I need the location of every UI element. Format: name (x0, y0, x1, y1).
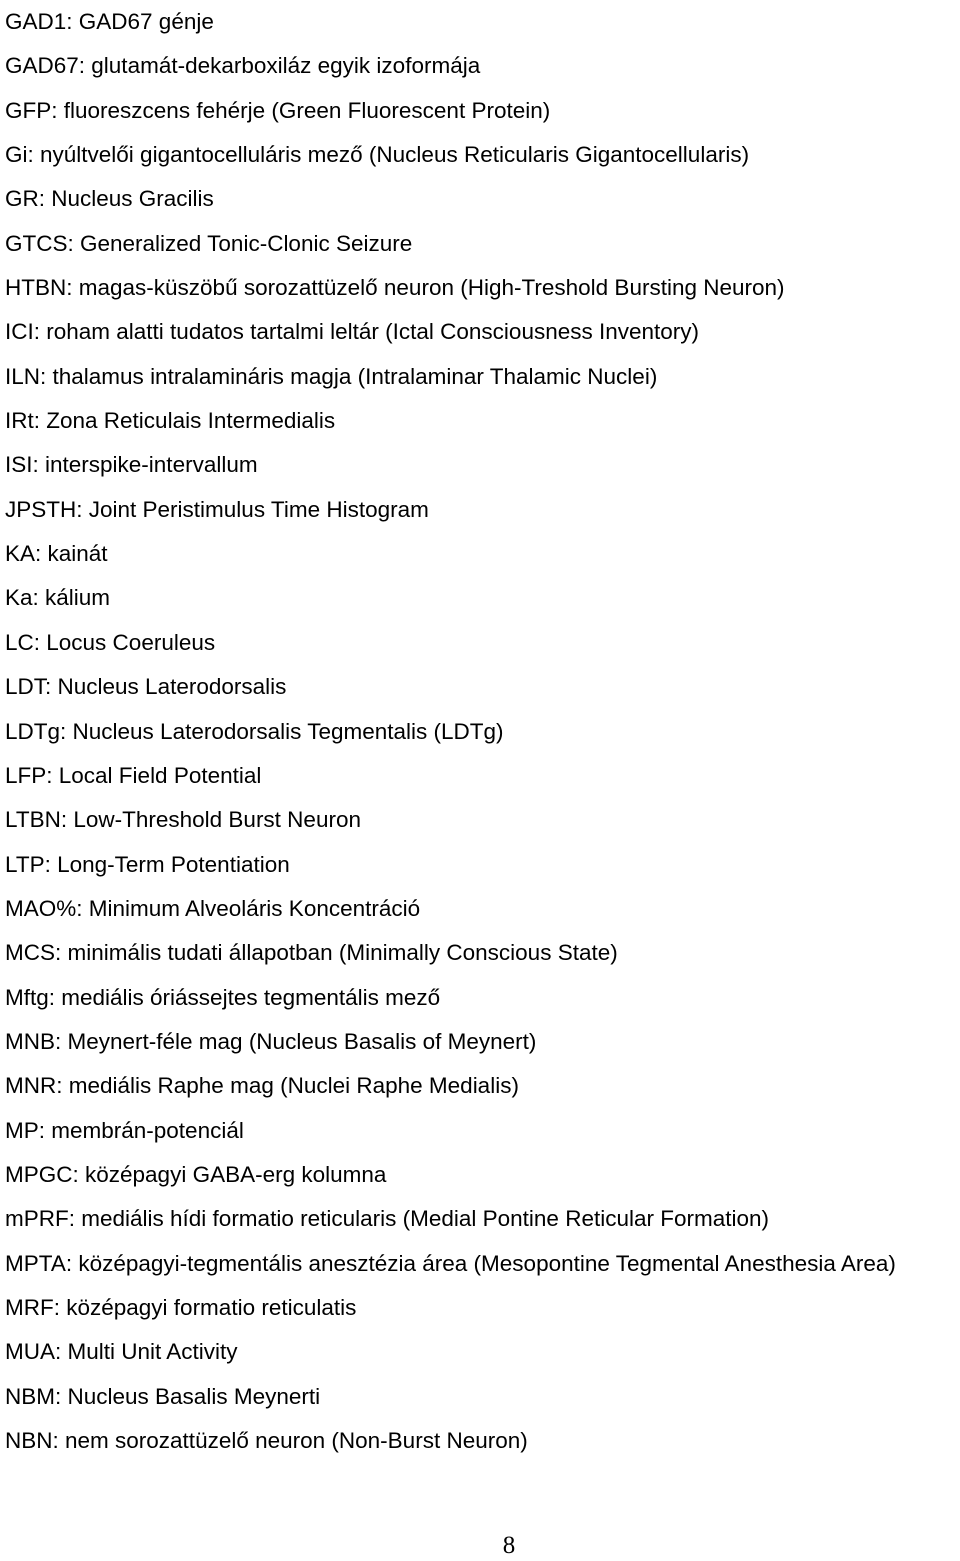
glossary-entry: IRt: Zona Reticulais Intermedialis (5, 408, 336, 434)
glossary-entry: Gi: nyúltvelői gigantocelluláris mező (Nucleus Reticularis Gigantocellularis) (5, 142, 750, 168)
glossary-entry: MNR: mediális Raphe mag (Nuclei Raphe Medialis) (5, 1073, 519, 1099)
glossary-entry: KA: kainát (5, 541, 108, 567)
glossary-entry: LDT: Nucleus Laterodorsalis (5, 674, 287, 700)
glossary-entry: MPTA: középagyi-tegmentális anesztézia área (Mesopontine Tegmental Anesthesia Area) (5, 1250, 896, 1276)
glossary-entry: mPRF: mediális hídi formatio reticularis (Medial Pontine Reticular Formation) (5, 1206, 770, 1232)
glossary-entry: LFP: Local Field Potential (5, 762, 262, 788)
glossary-entry: Ka: kálium (5, 585, 111, 611)
glossary-list (5, 0, 960, 1463)
glossary-entry: MNB: Meynert-féle mag (Nucleus Basalis of Meynert) (5, 1028, 537, 1054)
glossary-entry: GFP: fluoreszcens fehérje (Green Fluorescent Protein) (5, 97, 551, 123)
glossary-entry: GTCS: Generalized Tonic-Clonic Seizure (5, 230, 413, 256)
glossary-entry: ICI: roham alatti tudatos tartalmi leltár (Ictal Consciousness Inventory) (5, 319, 700, 345)
glossary-entry: MAO%: Minimum Alveoláris Koncentráció (5, 895, 421, 921)
glossary-entry: MUA: Multi Unit Activity (5, 1339, 238, 1365)
glossary-entry: ILN: thalamus intralamináris magja (Intralaminar Thalamic Nuclei) (5, 363, 658, 389)
glossary-entry: ISI: interspike-intervallum (5, 452, 258, 478)
glossary-entry: NBM: Nucleus Basalis Meynerti (5, 1383, 321, 1409)
glossary-entry: LDTg: Nucleus Laterodorsalis Tegmentalis (LDTg) (5, 718, 504, 744)
glossary-entry: GAD67: glutamát-dekarboxiláz egyik izoformája (5, 53, 481, 79)
glossary-entry: HTBN: magas-küszöbű sorozattüzelő neuron (High-Treshold Bursting Neuron) (5, 275, 785, 301)
glossary-entry: Mftg: mediális óriássejtes tegmentális mező (5, 984, 441, 1010)
glossary-entry: LTP: Long-Term Potentiation (5, 851, 290, 877)
glossary-entry: NBN: nem sorozattüzelő neuron (Non-Burst Neuron) (5, 1428, 528, 1453)
glossary-entry: MRF: középagyi formatio reticulatis (5, 1294, 357, 1320)
glossary-entry: GAD1: GAD67 génje (5, 9, 214, 34)
glossary-entry: MPGC: középagyi GABA-erg kolumna (5, 1161, 387, 1187)
glossary-entry: JPSTH: Joint Peristimulus Time Histogram (5, 496, 429, 522)
page-number: 8 (502, 1532, 516, 1559)
glossary-entry: MP: membrán-potenciál (5, 1117, 244, 1143)
glossary-entry: GR: Nucleus Gracilis (5, 186, 214, 212)
glossary-entry: LTBN: Low-Threshold Burst Neuron (5, 807, 361, 833)
glossary-entry: LC: Locus Coeruleus (5, 629, 216, 655)
glossary-entry: MCS: minimális tudati állapotban (Minimally Conscious State) (5, 940, 618, 966)
